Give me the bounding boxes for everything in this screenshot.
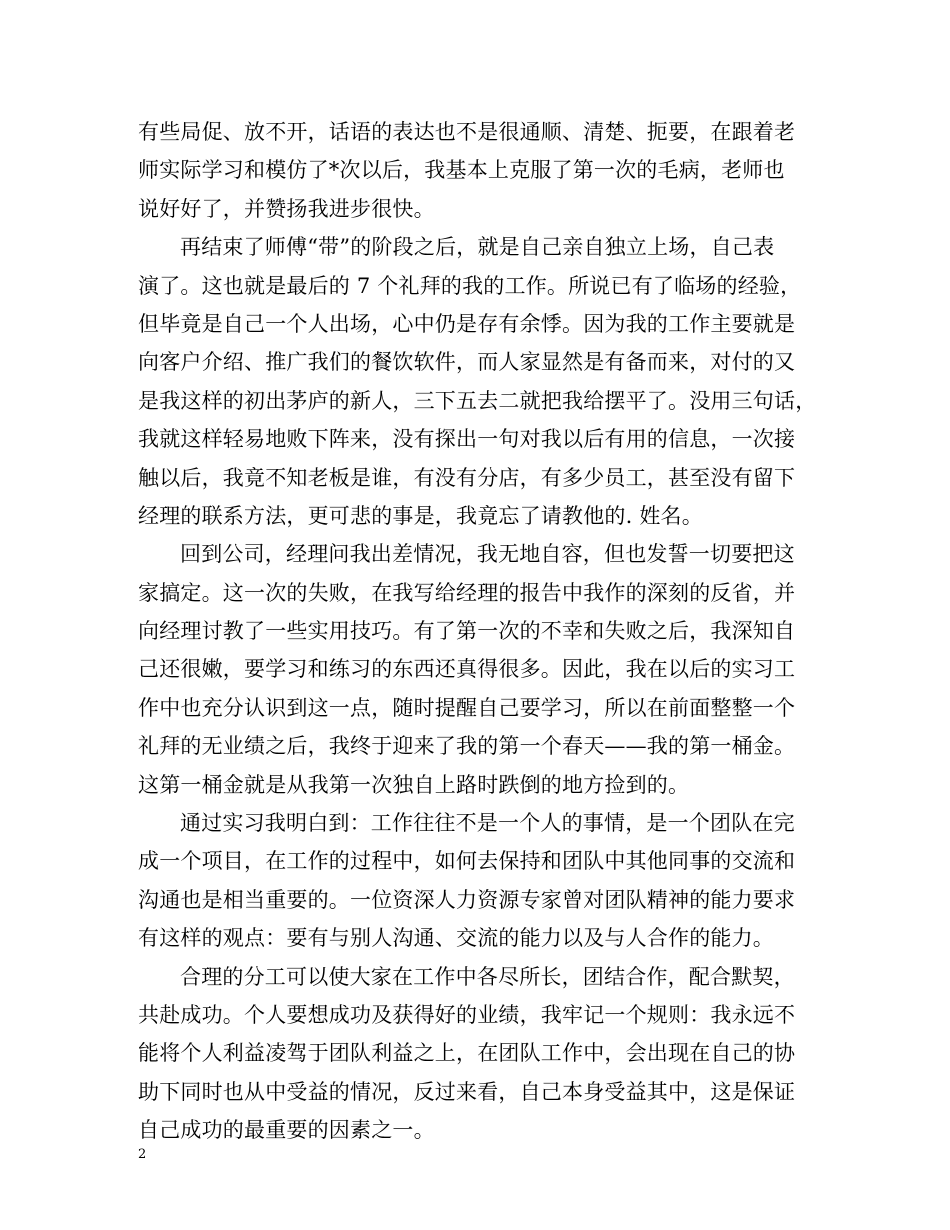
body-text — [138, 113, 818, 1150]
text-line: 助下同时也从中受益的情况，反过来看，自己本身受益其中，这是保证 — [138, 1079, 796, 1104]
text-line: 师实际学习和模仿了*次以后，我基本上克服了第一次的毛病，老师也 — [138, 158, 785, 183]
text-line: 经理的联系方法，更可悲的事是，我竟忘了请教他的. 姓名。 — [138, 503, 703, 528]
text-line: 家搞定。这一次的失败，在我写给经理的报告中我作的深刻的反省，并 — [138, 580, 796, 605]
paragraph-first-line: 回到公司，经理问我出差情况，我无地自容，但也发誓一切要把这 — [180, 542, 795, 567]
paragraph-first-line: 通过实习我明白到：工作往往不是一个人的事情，是一个团队在完 — [180, 811, 795, 836]
text-line: 沟通也是相当重要的。一位资深人力资源专家曾对团队精神的能力要求 — [138, 887, 796, 912]
text-line: 有这样的观点：要有与别人沟通、交流的能力以及与人合作的能力。 — [138, 926, 774, 951]
text-line: 是我这样的初出茅庐的新人，三下五去二就把我给摆平了。没用三句话， — [138, 388, 817, 413]
text-line: 说好好了，并赞扬我进步很快。 — [138, 196, 435, 221]
text-line: 有些局促、放不开，话语的表达也不是很通顺、清楚、扼要，在跟着老 — [138, 120, 796, 144]
text-line: 向经理讨教了一些实用技巧。有了第一次的不幸和失败之后，我深知自 — [138, 619, 796, 644]
text-line: 向客户介绍、推广我们的餐饮软件，而人家显然是有备而来，对付的又 — [138, 350, 796, 375]
text-line: 能将个人利益凌驾于团队利益之上，在团队工作中，会出现在自己的协 — [138, 1041, 796, 1066]
text-line: 触以后，我竟不知老板是谁，有没有分店，有多少员工，甚至没有留下 — [138, 465, 796, 490]
text-line: 这第一桶金就是从我第一次独自上路时跌倒的地方捡到的。 — [138, 772, 690, 797]
text-line: 演了。这也就是最后的 7 个礼拜的我的工作。所说已有了临场的经验， — [138, 273, 802, 298]
text-line: 共赴成功。个人要想成功及获得好的业绩，我牢记一个规则：我永远不 — [138, 1002, 796, 1027]
text-line: 作中也充分认识到这一点，随时提醒自己要学习，所以在前面整整一个 — [138, 695, 796, 720]
text-line: 己还很嫩，要学习和练习的东西还真得很多。因此，我在以后的实习工 — [138, 657, 796, 682]
page-number: 2 — [138, 1147, 147, 1162]
text-line: 我就这样轻易地败下阵来，没有探出一句对我以后有用的信息，一次接 — [138, 427, 796, 452]
paragraph-first-line: 再结束了师傅“带”的阶段之后，就是自己亲自独立上场，自己表 — [180, 235, 775, 260]
text-line: 礼拜的无业绩之后，我终于迎来了我的第一个春天——我的第一桶金。 — [138, 734, 796, 759]
text-line: 但毕竟是自己一个人出场，心中仍是存有余悸。因为我的工作主要就是 — [138, 311, 796, 336]
text-line: 成一个项目，在工作的过程中，如何去保持和团队中其他同事的交流和 — [138, 849, 796, 874]
paragraph-first-line: 合理的分工可以使大家在工作中各尽所长，团结合作，配合默契， — [180, 964, 795, 989]
text-line: 自己成功的最重要的因素之一。 — [138, 1118, 435, 1143]
